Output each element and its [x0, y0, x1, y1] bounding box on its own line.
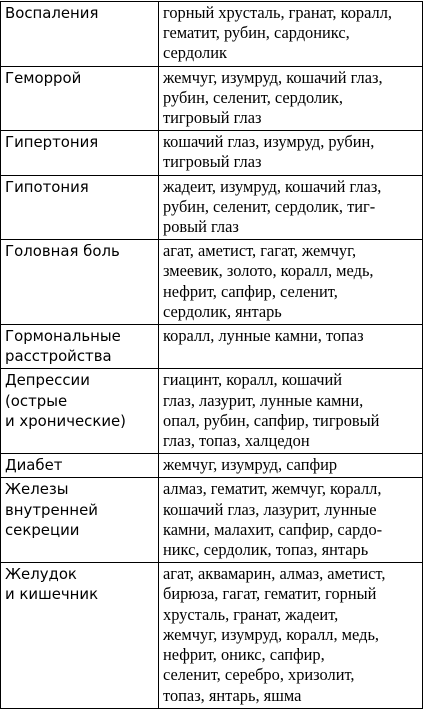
- table-row: [1, 454, 423, 478]
- stones-cell: агат, аквамарин, алмаз, аметист, бирюза, гагат, гематит, горный хрусталь, гранат, жадеит, жемчуг, изумруд, коралл, медь, нефрит, оникс, сапфир, селенит, серебро, хризолит, топаз, янтарь, яшма: [159, 563, 423, 708]
- condition-cell: Гипотония: [1, 175, 159, 240]
- table-row: [1, 325, 423, 369]
- table-row: [1, 2, 423, 67]
- table-row: [1, 131, 423, 175]
- stones-cell: жемчуг, изумруд, сапфир: [159, 454, 423, 478]
- condition-cell: Гипертония: [1, 131, 159, 175]
- table-row: [1, 563, 423, 708]
- table-row: [1, 369, 423, 454]
- stones-cell: гиацинт, коралл, кошачий глаз, лазурит, лунные камни, опал, рубин, сапфир, тигровый глаз, топаз, халцедон: [159, 369, 423, 454]
- condition-cell: Желудок и кишечник: [1, 563, 159, 708]
- stones-table: [0, 1, 423, 709]
- table-row: [1, 478, 423, 563]
- stones-cell: коралл, лунные камни, топаз: [159, 325, 423, 369]
- table-row: [1, 240, 423, 325]
- condition-cell: Геморрой: [1, 66, 159, 131]
- stones-cell: агат, аметист, гагат, жемчуг, змеевик, золото, коралл, медь, нефрит, сапфир, селенит, сердолик, янтарь: [159, 240, 423, 325]
- condition-cell: Диабет: [1, 454, 159, 478]
- stones-cell: горный хрусталь, гранат, коралл, гематит, рубин, сардоникс, сердолик: [159, 2, 423, 67]
- condition-cell: Воспаления: [1, 2, 159, 67]
- condition-cell: Железы внутренней секреции: [1, 478, 159, 563]
- stones-cell: алмаз, гематит, жемчуг, коралл, кошачий глаз, лазурит, лунные камни, малахит, сапфир, сардо- никс, сердолик, топаз, янтарь: [159, 478, 423, 563]
- condition-cell: Гормональные расстройства: [1, 325, 159, 369]
- table-row: [1, 175, 423, 240]
- stones-cell: кошачий глаз, изумруд, рубин, тигровый глаз: [159, 131, 423, 175]
- condition-cell: Головная боль: [1, 240, 159, 325]
- stones-cell: жадеит, изумруд, кошачий глаз, рубин, селенит, сердолик, тиг- ровый глаз: [159, 175, 423, 240]
- condition-cell: Депрессии (острые и хронические): [1, 369, 159, 454]
- table-row: [1, 66, 423, 131]
- stones-cell: жемчуг, изумруд, кошачий глаз, рубин, селенит, сердолик, тигровый глаз: [159, 66, 423, 131]
